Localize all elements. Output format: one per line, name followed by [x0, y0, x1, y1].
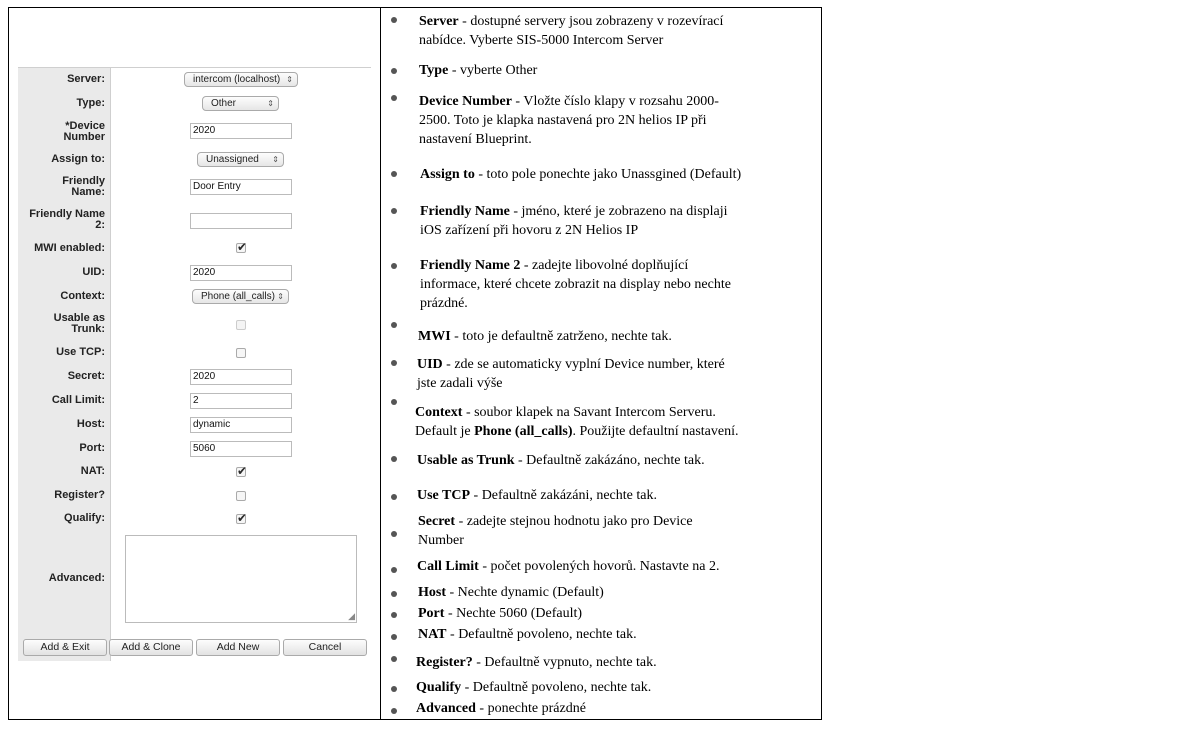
- instruction-term: Server: [419, 14, 459, 29]
- instruction-assign-to: [420, 165, 741, 184]
- instruction-text: - Defaultně zakázáno, nechte tak.: [514, 453, 705, 468]
- secret-label: Secret:: [67, 370, 105, 382]
- instruction-text: 2500. Toto je klapka nastavená pro 2N helios IP při: [419, 113, 707, 128]
- register-label: Register?: [54, 489, 105, 501]
- add-clone-button[interactable]: Add & Clone: [109, 639, 193, 656]
- port-input[interactable]: 5060: [190, 441, 292, 457]
- uid-label: UID:: [82, 266, 105, 278]
- bullet-icon: [391, 612, 397, 618]
- select-arrows-icon: ⇕: [272, 155, 279, 164]
- resize-grip-icon[interactable]: ◢: [348, 611, 355, 621]
- friendly-name2-label: [17, 209, 109, 231]
- uid-input[interactable]: 2020: [190, 265, 292, 281]
- call-limit-input[interactable]: 2: [190, 393, 292, 409]
- instruction-host: [418, 583, 604, 602]
- context-label: Context:: [60, 290, 105, 302]
- assign-to-label: Assign to:: [51, 153, 105, 165]
- instruction-call-limit: [417, 557, 720, 576]
- instruction-term: Phone (all_calls): [474, 424, 573, 439]
- host-input[interactable]: dynamic: [190, 417, 292, 433]
- advanced-textarea[interactable]: [125, 535, 357, 623]
- instruction-term: Friendly Name: [420, 204, 510, 219]
- bullet-icon: [391, 456, 397, 462]
- port-label: Port:: [79, 442, 105, 454]
- instruction-use-tcp: [417, 486, 657, 505]
- select-arrows-icon: ⇕: [277, 292, 284, 301]
- instruction-term: NAT: [418, 627, 447, 642]
- device-number-label-line2: Number: [63, 131, 105, 143]
- instruction-device-number: [419, 92, 719, 149]
- context-select[interactable]: [192, 289, 289, 304]
- context-select-value: Phone (all_calls): [201, 291, 275, 302]
- instruction-text: - zadejte libovolné doplňující: [520, 258, 689, 273]
- instruction-friendly-name: [420, 202, 728, 240]
- instruction-type: [419, 61, 537, 80]
- instruction-text: - počet povolených hovorů. Nastavte na 2.: [478, 559, 720, 574]
- instruction-text: - zde se automaticky vyplní Device number, které: [442, 357, 725, 372]
- instruction-text: - soubor klapek na Savant Intercom Serveru.: [462, 405, 716, 420]
- bullet-icon: [391, 591, 397, 597]
- instruction-term: Usable as Trunk: [417, 453, 515, 468]
- bullet-icon: [391, 68, 397, 74]
- device-form: [18, 67, 371, 661]
- usable-trunk-label-line1: Usable as: [53, 312, 105, 324]
- instruction-text: - toto pole ponechte jako Unassgined (Default): [474, 167, 742, 182]
- instruction-context: [415, 403, 739, 441]
- instruction-term: Use TCP: [417, 488, 471, 503]
- bullet-icon: [391, 531, 397, 537]
- instruction-uid: [417, 355, 725, 393]
- instruction-text: - ponechte prázdné: [475, 701, 586, 716]
- instruction-register: [416, 653, 657, 672]
- instruction-text: - zadejte stejnou hodnotu jako pro Device: [455, 514, 693, 529]
- bullet-icon: [391, 494, 397, 500]
- bullet-icon: [391, 360, 397, 366]
- instruction-term: Type: [419, 63, 449, 78]
- instruction-text: Number: [418, 533, 464, 548]
- instruction-term: Friendly Name 2: [420, 258, 521, 273]
- instruction-text: jste zadali výše: [417, 376, 503, 391]
- bullet-icon: [391, 634, 397, 640]
- instruction-text: - Defaultně povoleno, nechte tak.: [461, 680, 652, 695]
- instruction-text: informace, které chcete zobrazit na display nebo nechte: [420, 277, 731, 292]
- bullet-icon: [391, 171, 397, 177]
- bullet-icon: [391, 208, 397, 214]
- instruction-term: Advanced: [416, 701, 476, 716]
- friendly-name-label: [17, 176, 109, 198]
- instruction-term: Context: [415, 405, 463, 420]
- bullet-icon: [391, 399, 397, 405]
- usable-trunk-label-line2: Trunk:: [71, 323, 105, 335]
- qualify-label: Qualify:: [64, 512, 105, 524]
- bullet-icon: [391, 656, 397, 662]
- nat-label: NAT:: [80, 465, 105, 477]
- usable-trunk-checkbox[interactable]: [236, 320, 246, 330]
- add-exit-button[interactable]: Add & Exit: [23, 639, 107, 656]
- instruction-term: UID: [417, 357, 443, 372]
- instruction-secret: [418, 512, 693, 550]
- add-new-button[interactable]: Add New: [196, 639, 280, 656]
- instruction-term: Host: [418, 585, 446, 600]
- instruction-text: - jméno, které je zobrazeno na displaji: [509, 204, 728, 219]
- select-arrows-icon: ⇕: [267, 99, 274, 108]
- use-tcp-checkbox[interactable]: [236, 348, 246, 358]
- instruction-text: - Defaultně povoleno, nechte tak.: [446, 627, 637, 642]
- instruction-port: [418, 604, 582, 623]
- instruction-term: Assign to: [420, 167, 475, 182]
- friendly-name-input[interactable]: Door Entry: [190, 179, 292, 195]
- instruction-text: - Nechte dynamic (Default): [446, 585, 604, 600]
- usable-trunk-label: [17, 313, 109, 335]
- instruction-term: Register?: [416, 655, 473, 670]
- bullet-icon: [391, 17, 397, 23]
- instruction-text: - Defaultně zakázáni, nechte tak.: [470, 488, 657, 503]
- instruction-text: - Vložte číslo klapy v rozsahu 2000-: [511, 94, 719, 109]
- friendly-name2-label-line1: Friendly Name: [29, 208, 105, 220]
- register-checkbox[interactable]: [236, 491, 246, 501]
- cancel-button[interactable]: Cancel: [283, 639, 367, 656]
- instruction-text: prázdné.: [420, 296, 468, 311]
- instruction-text: . Použijte defaultní nastavení.: [572, 424, 739, 439]
- server-label: Server:: [67, 73, 105, 85]
- friendly-name-label-line2: Name:: [71, 186, 105, 198]
- call-limit-label: Call Limit:: [51, 394, 105, 406]
- server-select-value: intercom (localhost): [193, 74, 281, 85]
- friendly-name2-label-line2: 2:: [95, 219, 105, 231]
- device-number-input[interactable]: 2020: [190, 123, 292, 139]
- select-arrows-icon: ⇕: [286, 75, 293, 84]
- instruction-friendly-name-2: [420, 256, 731, 313]
- type-select[interactable]: [202, 96, 279, 111]
- instruction-text: nastavení Blueprint.: [419, 132, 532, 147]
- device-number-label: [17, 121, 109, 143]
- friendly-name2-input[interactable]: [190, 213, 292, 229]
- column-divider: [380, 7, 381, 720]
- server-select[interactable]: [184, 72, 298, 87]
- instruction-text: - vyberte Other: [448, 63, 538, 78]
- instruction-text: - Defaultně vypnuto, nechte tak.: [472, 655, 657, 670]
- instruction-term: Qualify: [416, 680, 462, 695]
- instruction-term: Call Limit: [417, 559, 479, 574]
- bullet-icon: [391, 263, 397, 269]
- instruction-term: Secret: [418, 514, 456, 529]
- instruction-advanced: [416, 699, 586, 718]
- instruction-text: - toto je defaultně zatrženo, nechte tak.: [450, 329, 672, 344]
- instruction-term: Device Number: [419, 94, 512, 109]
- instruction-usable-trunk: [417, 451, 705, 470]
- instruction-term: Port: [418, 606, 445, 621]
- device-number-label-line1: *Device: [65, 120, 105, 132]
- bullet-icon: [391, 95, 397, 101]
- host-label: Host:: [76, 418, 105, 430]
- instruction-text: - dostupné servery jsou zobrazeny v rozevírací: [458, 14, 724, 29]
- mwi-checkbox[interactable]: [236, 243, 246, 253]
- qualify-checkbox[interactable]: [236, 514, 246, 524]
- assign-to-select-value: Unassigned: [206, 154, 259, 165]
- bullet-icon: [391, 686, 397, 692]
- bullet-icon: [391, 567, 397, 573]
- instruction-server: [419, 12, 723, 50]
- bullet-icon: [391, 708, 397, 714]
- assign-to-select[interactable]: [197, 152, 284, 167]
- advanced-label: Advanced:: [48, 572, 105, 584]
- instruction-text: Default je: [415, 424, 475, 439]
- use-tcp-label: Use TCP:: [56, 346, 105, 358]
- instruction-mwi: [418, 327, 672, 346]
- instruction-term: MWI: [418, 329, 451, 344]
- nat-checkbox[interactable]: [236, 467, 246, 477]
- instruction-text: - Nechte 5060 (Default): [444, 606, 583, 621]
- instruction-nat: [418, 625, 637, 644]
- bullet-icon: [391, 322, 397, 328]
- mwi-label: MWI enabled:: [34, 242, 105, 254]
- instruction-text: nabídce. Vyberte SIS-5000 Intercom Server: [419, 33, 664, 48]
- friendly-name-label-line1: Friendly: [62, 175, 105, 187]
- secret-input[interactable]: 2020: [190, 369, 292, 385]
- instruction-text: iOS zařízení při hovoru z 2N Helios IP: [420, 223, 639, 238]
- instruction-qualify: [416, 678, 651, 697]
- type-label: Type:: [76, 97, 105, 109]
- type-select-value: Other: [211, 98, 237, 109]
